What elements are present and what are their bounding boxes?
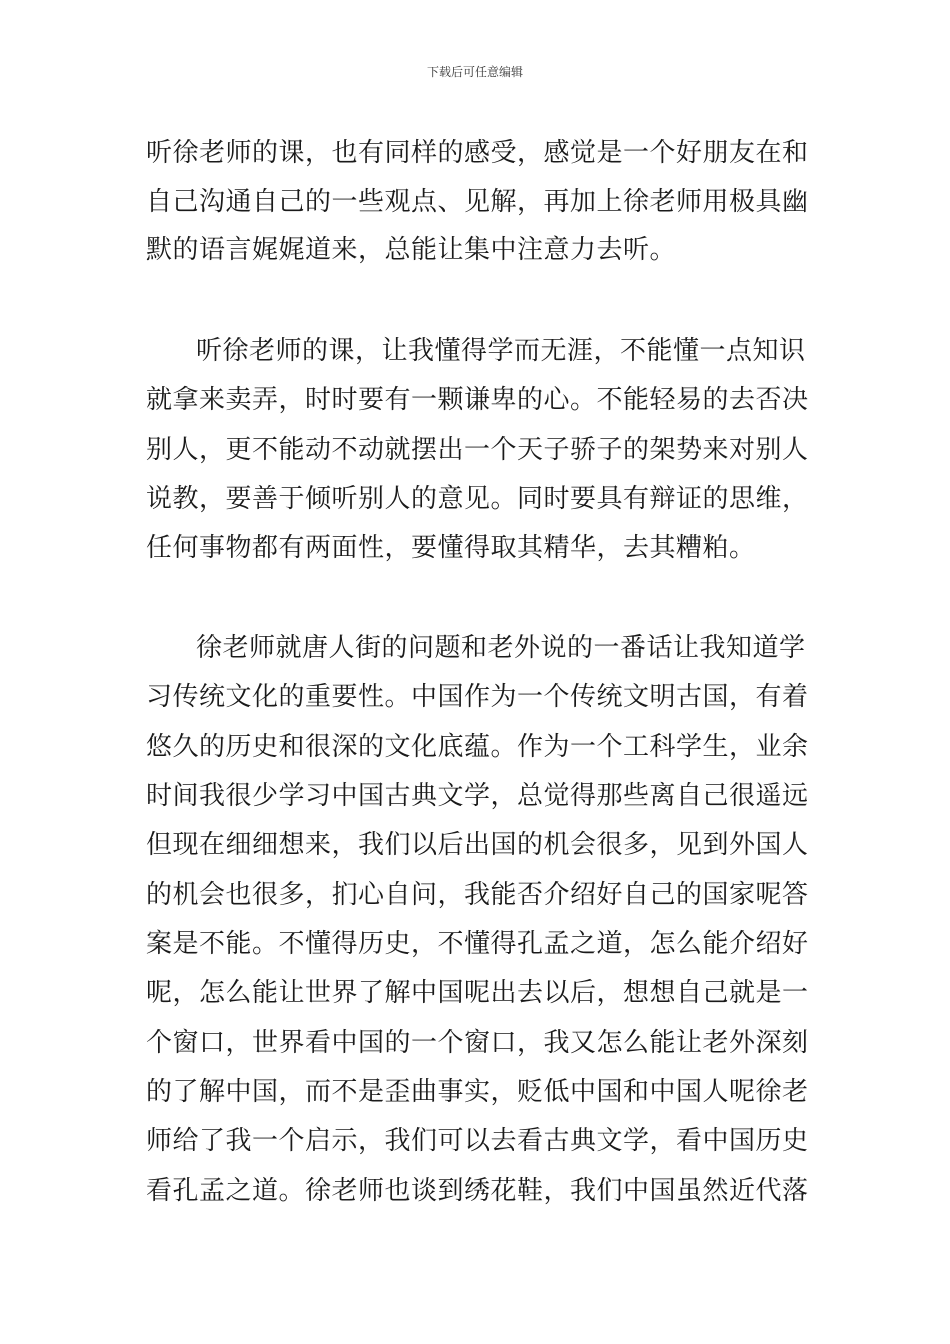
paragraph-line: 任何事物都有两面性，要懂得取其精华，去其糟粕。 xyxy=(146,533,756,563)
paragraph-line: 习传统文化的重要性。中国作为一个传统文明古国，有着 xyxy=(146,682,809,712)
paragraph-line: 别人，更不能动不动就摆出一个天子骄子的架势来对别人 xyxy=(146,435,809,465)
paragraph-line: 时间我很少学习中国古典文学，总觉得那些离自己很遥远 xyxy=(146,781,809,811)
paragraph-line: 说教，要善于倾听别人的意见。同时要具有辩证的思维， xyxy=(146,484,809,514)
paragraph-line: 师给了我一个启示，我们可以去看古典文学，看中国历史 xyxy=(146,1126,809,1156)
paragraph-line: 案是不能。不懂得历史，不懂得孔孟之道，怎么能介绍好 xyxy=(146,929,809,959)
paragraph-line: 的机会也很多，扪心自问，我能否介绍好自己的国家呢答 xyxy=(146,880,809,910)
paragraph-line: 听徐老师的课，也有同样的感受，感觉是一个好朋友在和 xyxy=(146,138,809,168)
paragraph-line: 自己沟通自己的一些观点、见解，再加上徐老师用极具幽 xyxy=(146,187,809,217)
paragraph-line: 但现在细细想来，我们以后出国的机会很多，见到外国人 xyxy=(146,830,809,860)
page-header-note: 下载后可任意编辑 xyxy=(426,65,523,79)
paragraph-line: 徐老师就唐人街的问题和老外说的一番话让我知道学 xyxy=(196,633,806,663)
paragraph-line: 听徐老师的课，让我懂得学而无涯，不能懂一点知识 xyxy=(196,336,806,366)
paragraph-line: 默的语言娓娓道来，总能让集中注意力去听。 xyxy=(146,235,677,265)
paragraph-line: 个窗口，世界看中国的一个窗口，我又怎么能让老外深刻 xyxy=(146,1028,809,1058)
paragraph-line: 看孔孟之道。徐老师也谈到绣花鞋，我们中国虽然近代落 xyxy=(146,1176,809,1206)
paragraph-line: 的了解中国，而不是歪曲事实，贬低中国和中国人呢徐老 xyxy=(146,1077,809,1107)
paragraph-line: 悠久的历史和很深的文化底蕴。作为一个工科学生，业余 xyxy=(146,732,809,762)
paragraph-line: 就拿来卖弄，时时要有一颗谦卑的心。不能轻易的去否决 xyxy=(146,385,809,415)
paragraph-line: 呢，怎么能让世界了解中国呢出去以后，想想自己就是一 xyxy=(146,978,809,1008)
